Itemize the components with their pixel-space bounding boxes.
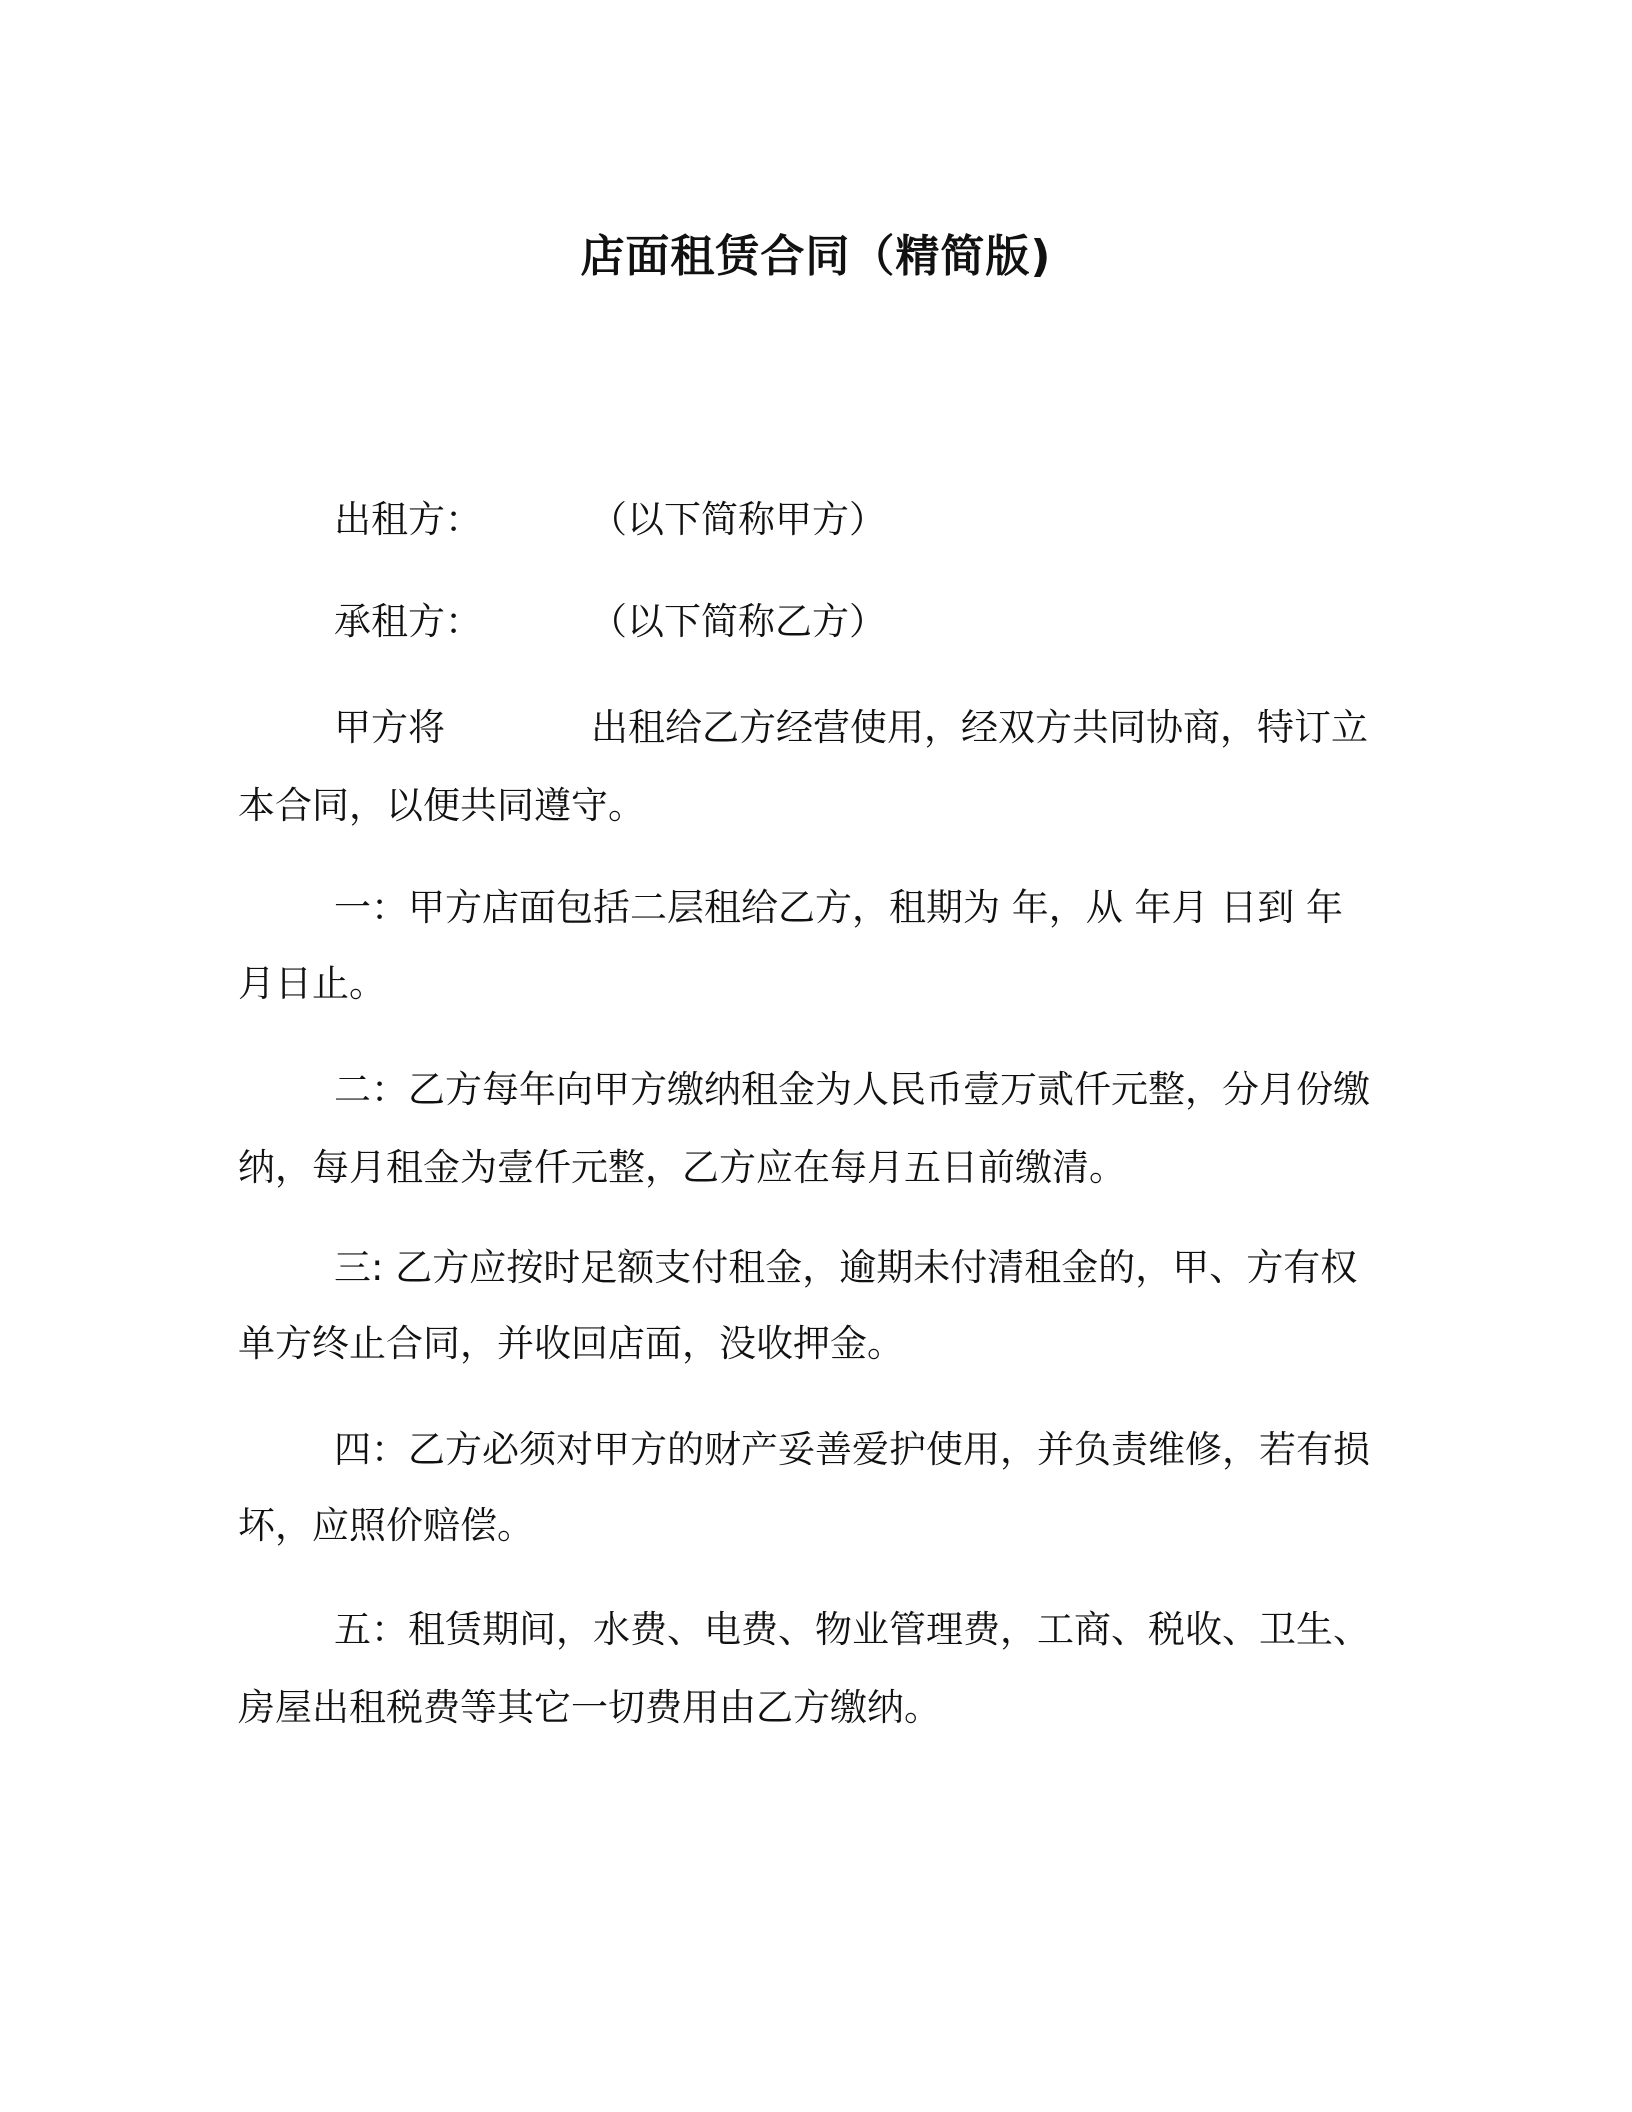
lessor-label: 出租方： (334, 498, 482, 541)
intro-prefix: 甲方将 (334, 706, 445, 749)
clause-2-line-2: 纳，每月租金为壹仟元整，乙方应在每月五日前缴清。 (238, 1146, 1126, 1189)
clause-2-line-1: 二：乙方每年向甲方缴纳租金为人民币壹万贰仟元整，分月份缴 (334, 1068, 1370, 1111)
clause-4-line-1: 四：乙方必须对甲方的财产妥善爱护使用，并负责维修，若有损 (334, 1428, 1370, 1471)
clause-3-line-2: 单方终止合同，并收回店面，没收押金。 (238, 1322, 904, 1365)
clause-1-line-1: 一：甲方店面包括二层租给乙方，租期为 年，从 年月 日到 年 (334, 886, 1344, 929)
lessor-note: （以下简称甲方） (590, 498, 886, 541)
clause-1-line-2: 月日止。 (238, 962, 386, 1005)
lessee-line (334, 600, 886, 644)
clause-5-line-2: 房屋出租税费等其它一切费用由乙方缴纳。 (238, 1686, 941, 1729)
lessee-note: （以下简称乙方） (590, 600, 886, 643)
intro-rest: 出租给乙方经营使用，经双方共同协商，特订立 (591, 706, 1368, 749)
document-title: 店面租赁合同（精简版) (580, 231, 1052, 282)
clause-4-line-2: 坏，应照价赔偿。 (238, 1504, 534, 1547)
lessor-line (334, 498, 886, 542)
intro-line (334, 706, 1368, 750)
intro-continuation: 本合同，以便共同遵守。 (238, 784, 645, 827)
clause-5-line-1: 五：租赁期间，水费、电费、物业管理费，工商、税收、卫生、 (334, 1608, 1370, 1651)
clause-3-line-1: 三: 乙方应按时足额支付租金，逾期未付清租金的，甲、方有权 (334, 1246, 1358, 1289)
lessee-label: 承租方： (334, 600, 482, 643)
